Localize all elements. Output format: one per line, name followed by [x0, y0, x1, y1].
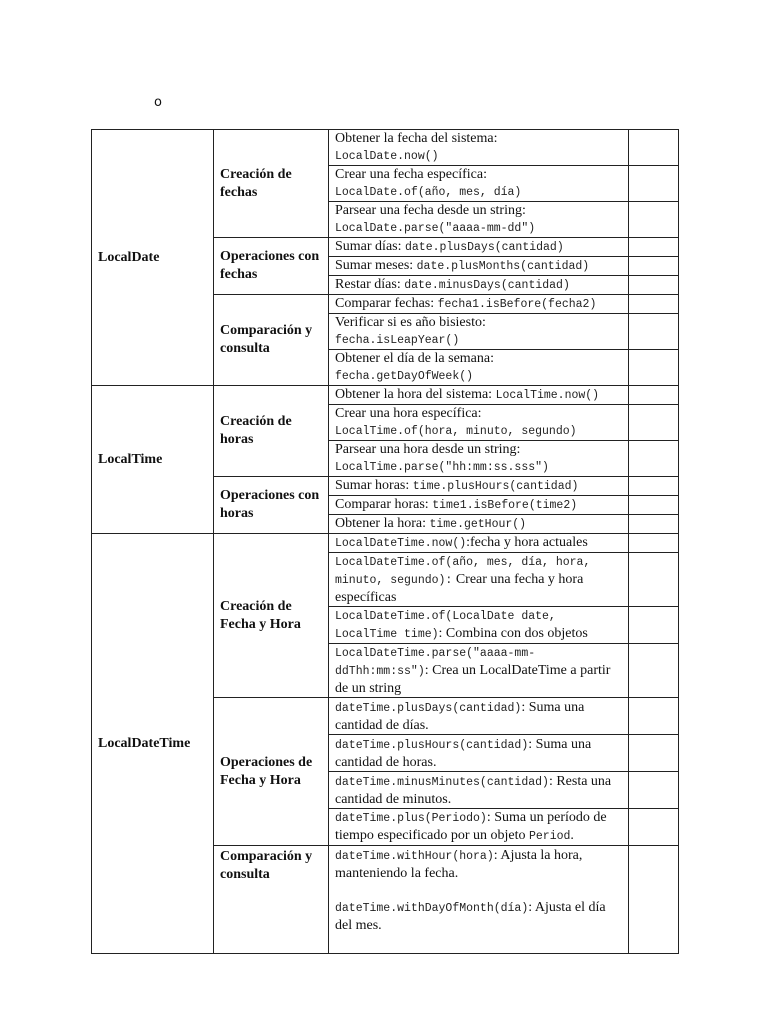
- empty-cell: [629, 202, 679, 238]
- method-description: dateTime.withHour(hora): Ajusta la hora, manteniendo la fecha. dateTime.withDayOfMonth(día): Ajusta el día del mes.: [329, 846, 629, 954]
- method-description: LocalDateTime.of(LocalDate date, LocalTime time): Combina con dos objetos: [329, 607, 629, 644]
- code-snippet: LocalDateTime.of(año, mes, día, hora, minuto, segundo):: [335, 556, 591, 587]
- method-description: dateTime.plusHours(cantidad): Suma una cantidad de horas.: [329, 735, 629, 772]
- group-creacion-horas: Creación de horas: [214, 386, 329, 477]
- empty-cell: [629, 553, 679, 607]
- code-snippet: LocalDateTime.now(): [335, 537, 467, 550]
- code-snippet: time.getHour(): [429, 518, 527, 531]
- method-description: Restar días: date.minusDays(cantidad): [329, 276, 629, 295]
- group-operaciones-fecha-hora: Operaciones de Fecha y Hora: [214, 698, 329, 846]
- method-description: Obtener la fecha del sistema: LocalDate.now(): [329, 130, 629, 166]
- code-snippet: LocalDate.now(): [335, 150, 439, 163]
- method-description: Comparar horas: time1.isBefore(time2): [329, 496, 629, 515]
- empty-cell: [629, 441, 679, 477]
- code-snippet: date.plusMonths(cantidad): [416, 260, 590, 273]
- empty-cell: [629, 698, 679, 735]
- code-snippet: LocalTime.now(): [495, 389, 600, 402]
- method-description: Obtener la hora del sistema: LocalTime.now(): [329, 386, 629, 405]
- group-operaciones-fechas: Operaciones con fechas: [214, 238, 329, 295]
- method-description: Sumar meses: date.plusMonths(cantidad): [329, 257, 629, 276]
- empty-cell: [629, 846, 679, 954]
- empty-cell: [629, 534, 679, 553]
- empty-cell: [629, 386, 679, 405]
- method-description: Obtener la hora: time.getHour(): [329, 515, 629, 534]
- method-description: Sumar días: date.plusDays(cantidad): [329, 238, 629, 257]
- empty-cell: [629, 496, 679, 515]
- code-snippet: dateTime.plusDays(cantidad): [335, 701, 522, 715]
- method-description: Crear una hora específica: LocalTime.of(hora, minuto, segundo): [329, 405, 629, 441]
- java-time-table: [91, 129, 679, 954]
- method-description: dateTime.plus(Periodo): Suma un período de tiempo especificado por un objeto Period.: [329, 809, 629, 846]
- code-snippet: dateTime.minusMinutes(cantidad): [335, 775, 549, 789]
- empty-cell: [629, 644, 679, 698]
- code-snippet: dateTime.plusHours(cantidad): [335, 738, 529, 752]
- empty-cell: [629, 276, 679, 295]
- code-snippet: time1.isBefore(time2): [432, 499, 578, 512]
- bullet-marker: o: [154, 95, 162, 110]
- class-localdatetime: LocalDateTime: [92, 534, 214, 954]
- code-snippet: date.plusDays(cantidad): [405, 241, 564, 254]
- empty-cell: [629, 607, 679, 644]
- code-snippet: LocalDateTime.of(LocalDate date, LocalTime time): [335, 610, 556, 641]
- empty-cell: [629, 772, 679, 809]
- empty-cell: [629, 314, 679, 350]
- group-comparacion-fecha-hora: Comparación y consulta: [214, 846, 329, 954]
- group-creacion-fechas: Creación de fechas: [214, 130, 329, 238]
- empty-cell: [629, 166, 679, 202]
- method-description: Comparar fechas: fecha1.isBefore(fecha2): [329, 295, 629, 314]
- empty-cell: [629, 477, 679, 496]
- group-operaciones-horas: Operaciones con horas: [214, 477, 329, 534]
- code-snippet: fecha1.isBefore(fecha2): [437, 298, 597, 311]
- method-description: Obtener el día de la semana: fecha.getDayOfWeek(): [329, 350, 629, 386]
- empty-cell: [629, 809, 679, 846]
- method-description: Verificar si es año bisiesto: fecha.isLeapYear(): [329, 314, 629, 350]
- method-description: LocalDateTime.of(año, mes, día, hora, minuto, segundo): Crear una fecha y hora específicas: [329, 553, 629, 607]
- empty-cell: [629, 515, 679, 534]
- code-snippet: dateTime.withHour(hora): [335, 850, 494, 863]
- code-snippet: Period: [529, 830, 571, 843]
- empty-cell: [629, 130, 679, 166]
- code-snippet: fecha.getDayOfWeek(): [335, 370, 474, 383]
- code-snippet: LocalDate.of(año, mes, día): [335, 186, 522, 199]
- table-row: [92, 534, 679, 553]
- code-snippet: LocalTime.of(hora, minuto, segundo): [335, 425, 577, 438]
- group-creacion-fecha-hora: Creación de Fecha y Hora: [214, 534, 329, 698]
- empty-cell: [629, 350, 679, 386]
- empty-cell: [629, 405, 679, 441]
- group-comparacion-fechas: Comparación y consulta: [214, 295, 329, 386]
- code-snippet: LocalDate.parse("aaaa-mm-dd"): [335, 222, 536, 235]
- method-description: Parsear una fecha desde un string: LocalDate.parse("aaaa-mm-dd"): [329, 202, 629, 238]
- empty-cell: [629, 295, 679, 314]
- code-snippet: dateTime.withDayOfMonth(día): [335, 902, 529, 915]
- table-row: [92, 130, 679, 166]
- code-snippet: fecha.isLeapYear(): [335, 334, 460, 347]
- method-description: Crear una fecha específica: LocalDate.of(año, mes, día): [329, 166, 629, 202]
- code-snippet: time.plusHours(cantidad): [412, 480, 579, 493]
- method-description: LocalDateTime.parse("aaaa-mm-ddThh:mm:ss"): Crea un LocalDateTime a partir de un string: [329, 644, 629, 698]
- empty-cell: [629, 735, 679, 772]
- code-snippet: date.minusDays(cantidad): [404, 279, 570, 292]
- method-description: Sumar horas: time.plusHours(cantidad): [329, 477, 629, 496]
- table-row: [92, 386, 679, 405]
- empty-cell: [629, 238, 679, 257]
- method-description: dateTime.minusMinutes(cantidad): Resta una cantidad de minutos.: [329, 772, 629, 809]
- method-description: dateTime.plusDays(cantidad): Suma una cantidad de días.: [329, 698, 629, 735]
- code-snippet: dateTime.plus(Periodo): [335, 812, 487, 825]
- code-snippet: LocalDateTime.parse("aaaa-mm-ddThh:mm:ss"): [335, 647, 536, 678]
- class-localdate: LocalDate: [92, 130, 214, 386]
- method-description: LocalDateTime.now():fecha y hora actuales: [329, 534, 629, 553]
- method-description: Parsear una hora desde un string: LocalTime.parse("hh:mm:ss.sss"): [329, 441, 629, 477]
- code-snippet: LocalTime.parse("hh:mm:ss.sss"): [335, 461, 549, 474]
- class-localtime: LocalTime: [92, 386, 214, 534]
- empty-cell: [629, 257, 679, 276]
